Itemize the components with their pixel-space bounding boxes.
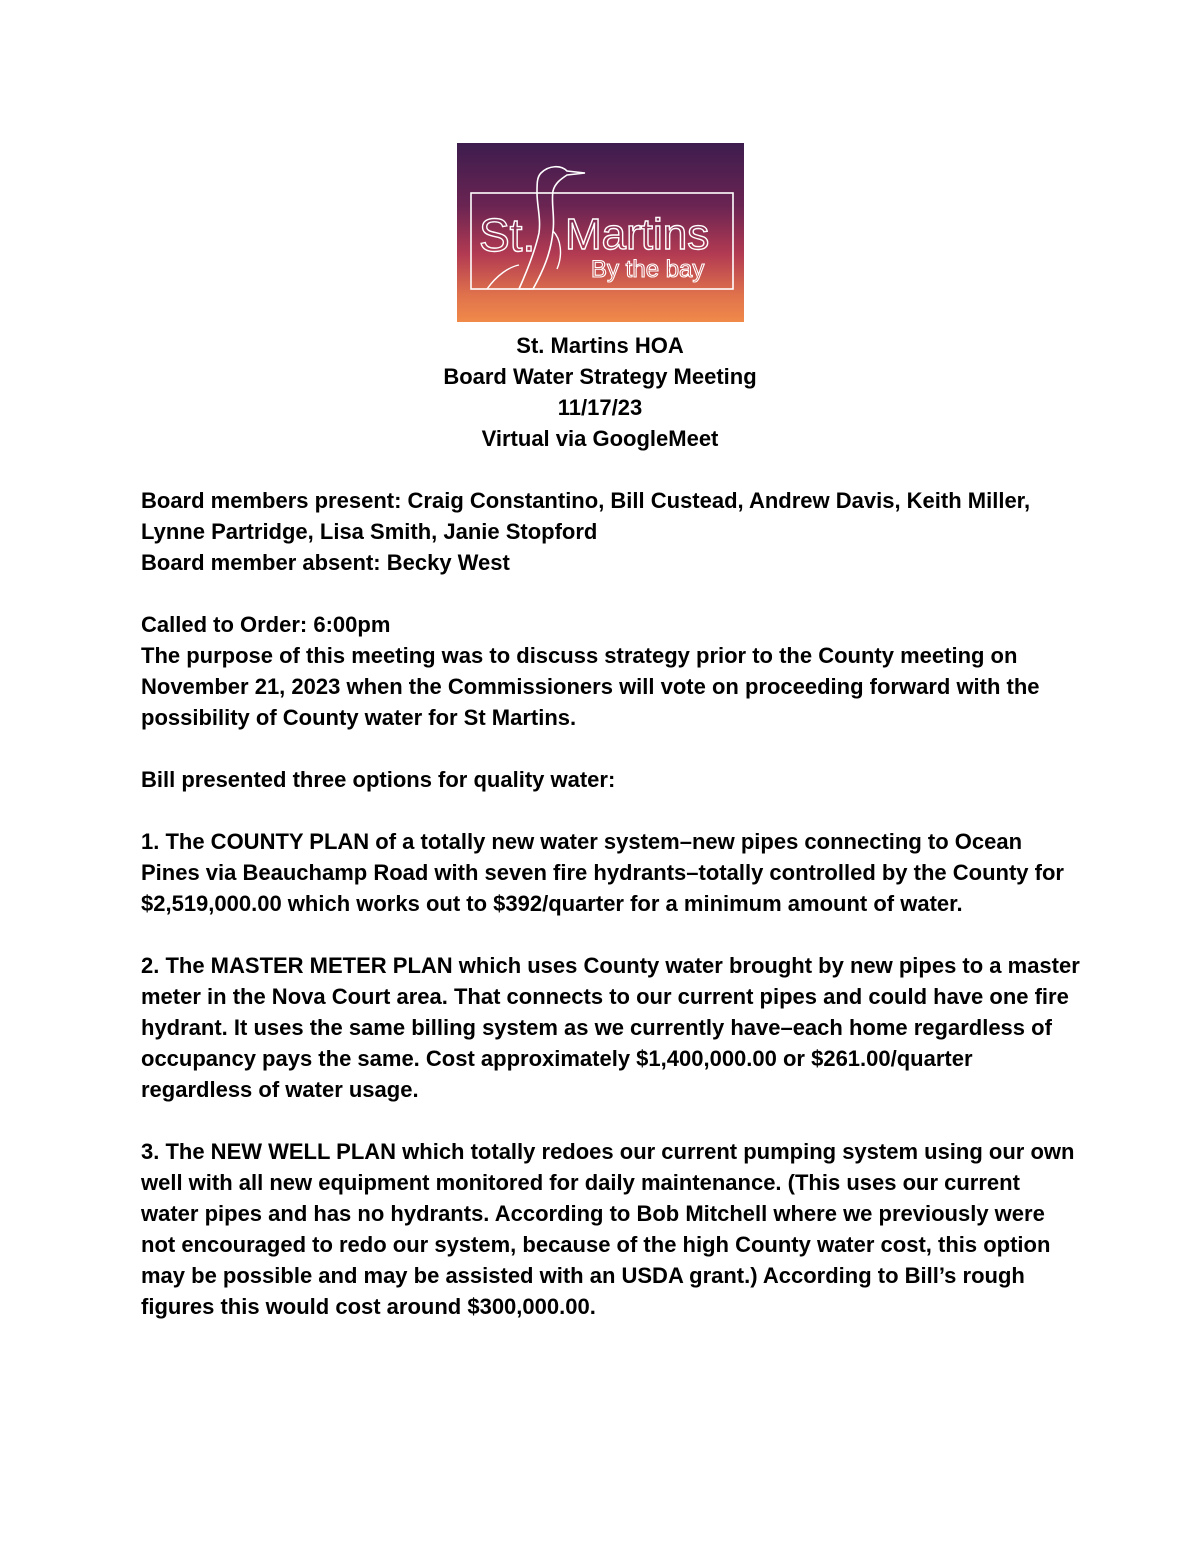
logo-text-by-the-bay: By the bay bbox=[591, 256, 705, 283]
meeting-title: Board Water Strategy Meeting bbox=[443, 364, 757, 389]
option-county-plan: 1. The COUNTY PLAN of a totally new water system–new pipes connecting to Ocean Pines via Beauchamp Road with seven fire hydrants–totally controlled by the County for $2,519,000.00 which works out to $392/quarter for a minimum amount of water. bbox=[141, 829, 1064, 916]
members-present: Board members present: Craig Constantino, Bill Custead, Andrew Davis, Keith Miller, Lynne Partridge, Lisa Smith, Janie Stopford bbox=[141, 488, 1031, 544]
options-intro: Bill presented three options for quality water: bbox=[141, 767, 616, 792]
meeting-purpose: The purpose of this meeting was to discuss strategy prior to the County meeting on November 21, 2023 when the Commissioners will vote on proceeding forward with the possibility of County water for St Martins. bbox=[141, 643, 1040, 730]
heron-logo-graphic bbox=[457, 143, 744, 322]
logo-text-martins: Martins bbox=[565, 210, 710, 259]
spacer bbox=[141, 733, 1081, 764]
heron-wing bbox=[553, 231, 560, 269]
spacer bbox=[141, 1105, 1081, 1136]
org-name: St. Martins HOA bbox=[516, 333, 684, 358]
spacer bbox=[141, 919, 1081, 950]
minutes-body bbox=[141, 485, 1081, 1322]
spacer bbox=[141, 578, 1081, 609]
option-new-well-plan: 3. The NEW WELL PLAN which totally redoes our current pumping system using our own well with all new equipment monitored for daily maintenance. (This uses our current water pipes and has no hydrants. According to Bob Mitchell where we previously were not encouraged to redo our system, because of the high County water cost, this option may be possible and may be assisted with an USDA grant.) According to Bill’s rough figures this would cost around $300,000.00. bbox=[141, 1139, 1075, 1319]
called-to-order: Called to Order: 6:00pm bbox=[141, 612, 391, 637]
option-master-meter-plan: 2. The MASTER METER PLAN which uses County water brought by new pipes to a master meter in the Nova Court area. That connects to our current pipes and could have one fire hydrant. It uses the same billing system as we currently have–each home regardless of occupancy pays the same. Cost approximately $1,400,000.00 or $261.00/quarter regardless of water usage. bbox=[141, 953, 1080, 1102]
spacer bbox=[141, 795, 1081, 826]
heron-leg bbox=[487, 265, 519, 289]
meeting-header bbox=[0, 330, 1200, 454]
hoa-logo bbox=[457, 143, 744, 322]
meeting-location: Virtual via GoogleMeet bbox=[481, 426, 719, 451]
logo-text-st: St. bbox=[479, 209, 536, 261]
members-absent: Board member absent: Becky West bbox=[141, 550, 510, 575]
meeting-date: 11/17/23 bbox=[557, 395, 643, 420]
